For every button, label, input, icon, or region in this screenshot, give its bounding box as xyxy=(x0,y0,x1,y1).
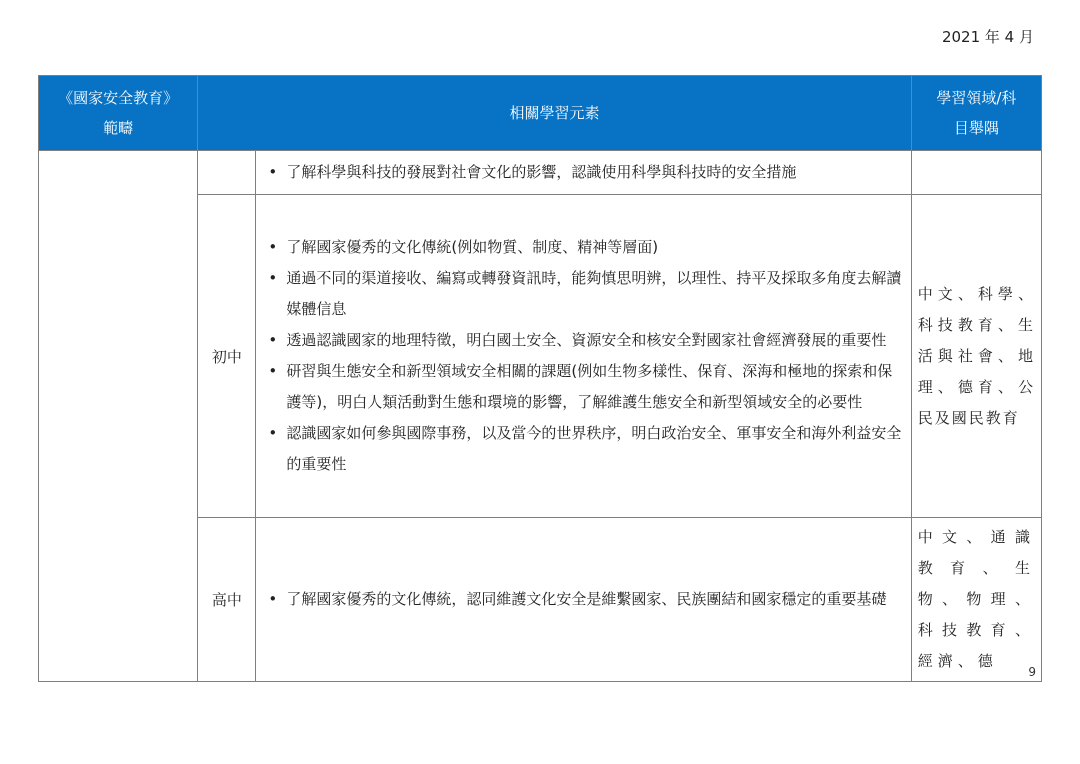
area-cell: 中文、科學、科技教育、生活與社會、地理、德育、公民及國民教育 xyxy=(911,195,1041,518)
list-item: • 了解科學與科技的發展對社會文化的影響，認識使用科學與科技時的安全措施 xyxy=(264,157,902,188)
header-area: 學習領域/科目舉隅 xyxy=(911,76,1041,151)
list-item: • 了解國家優秀的文化傳統(例如物質、制度、精神等層面) xyxy=(264,232,902,263)
header-elements: 相關學習元素 xyxy=(198,76,911,151)
list-item: • 透過認識國家的地理特徵，明白國土安全、資源安全和核安全對國家社會經濟發展的重要性 xyxy=(264,325,902,356)
scope-cell xyxy=(39,151,198,682)
elements-list xyxy=(264,232,902,480)
area-cell: 中文、通識教育、生物、物理、科技教育、經濟、德 xyxy=(911,518,1041,682)
elements-list xyxy=(264,584,902,615)
elements-cell xyxy=(256,151,911,195)
area-cell xyxy=(911,151,1041,195)
list-item: • 通過不同的渠道接收、編寫或轉發資訊時，能夠慎思明辨，以理性、持平及採取多角度去解讀媒體信息 xyxy=(264,263,902,325)
elements-cell xyxy=(256,518,911,682)
page-number: 9 xyxy=(1028,665,1036,679)
elements-list xyxy=(264,157,902,188)
table-row xyxy=(39,151,1042,195)
list-item: • 認識國家如何參與國際事務，以及當今的世界秩序，明白政治安全、軍事安全和海外利益安全的重要性 xyxy=(264,418,902,480)
level-cell: 高中 xyxy=(198,518,256,682)
document-date: 2021 年 4 月 xyxy=(941,28,1034,46)
level-cell: 初中 xyxy=(198,195,256,518)
header-scope: 《國家安全教育》範疇 xyxy=(39,76,198,151)
learning-elements-table xyxy=(38,75,1042,682)
list-item: • 研習與生態安全和新型領域安全相關的課題(例如生物多樣性、保育、深海和極地的探索和保護等)，明白人類活動對生態和環境的影響，了解維護生態安全和新型領域安全的必要性 xyxy=(264,356,902,418)
table-header-row xyxy=(39,76,1042,151)
list-item: • 了解國家優秀的文化傳統，認同維護文化安全是維繫國家、民族團結和國家穩定的重要基礎 xyxy=(264,584,902,615)
level-cell xyxy=(198,151,256,195)
elements-cell xyxy=(256,195,911,518)
